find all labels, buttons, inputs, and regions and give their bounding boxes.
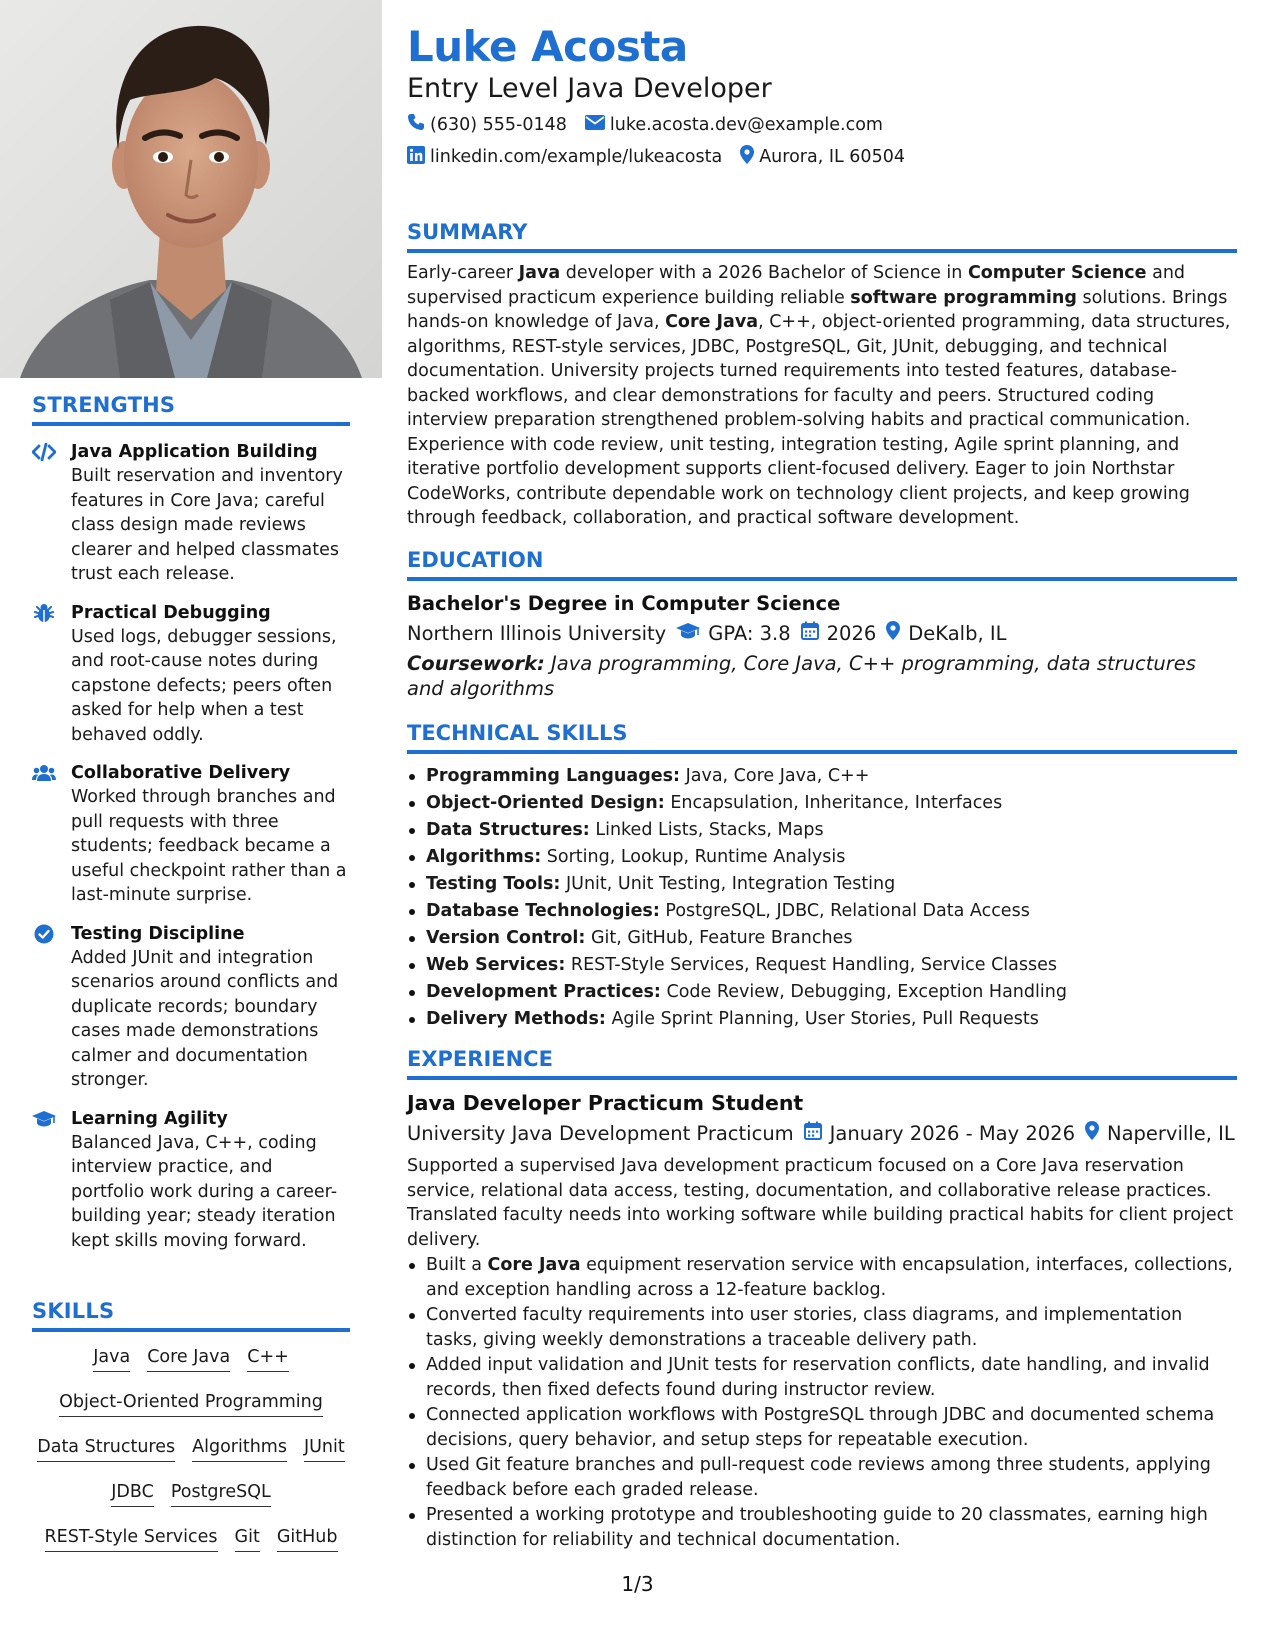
profile-photo — [0, 0, 382, 378]
strength-description: Worked through branches and pull requests with three students; feedback became a useful checkpoint rather than a last-minute surprise. — [71, 787, 347, 905]
summary-keyword: Computer Science — [967, 263, 1147, 283]
summary-section — [407, 220, 1237, 531]
skills-row — [32, 1391, 350, 1436]
tech-skill-label: Database Technologies: — [426, 901, 660, 921]
linkedin-contact[interactable] — [407, 146, 722, 169]
technical-skills-title: TECHNICAL SKILLS — [407, 721, 628, 745]
job-bullet — [407, 1403, 1237, 1452]
tech-skill-label: Delivery Methods: — [426, 1009, 606, 1029]
graduation-year: 2026 — [826, 621, 877, 645]
tech-skill-value: Linked Lists, Stacks, Maps — [589, 820, 824, 840]
tech-skill-item — [407, 790, 1237, 817]
education-title: EDUCATION — [407, 548, 544, 572]
tech-skill-value: Sorting, Lookup, Runtime Analysis — [541, 847, 846, 867]
skills-row — [32, 1526, 350, 1571]
strength-description: Built reservation and inventory features in Core Java; careful class design made reviews clearer and helped classmates trust each release. — [71, 466, 343, 584]
experience-rule — [407, 1076, 1237, 1080]
strength-item — [32, 601, 350, 748]
skills-list — [32, 1346, 350, 1571]
strengths-title: STRENGTHS — [32, 393, 176, 417]
job-organization: University Java Development Practicum — [407, 1121, 794, 1145]
bullet-fragment: equipment reservation service with encapsulation, interfaces, collections, and exception handling across a 12-feature backlog. — [426, 1255, 1233, 1300]
skill-chip: Core Java — [147, 1346, 230, 1372]
map-pin-icon — [886, 621, 900, 645]
linkedin-icon — [407, 146, 425, 169]
job-bullet — [407, 1353, 1237, 1402]
summary-text — [407, 261, 1237, 531]
phone-contact[interactable] — [407, 113, 567, 136]
strength-item — [32, 761, 350, 908]
technical-skills-list — [407, 763, 1237, 1033]
tech-skill-value: Java, Core Java, C++ — [680, 766, 870, 786]
skill-chip: GitHub — [277, 1526, 338, 1552]
job-bullets — [407, 1253, 1237, 1552]
summary-keyword: software programming — [850, 287, 1077, 308]
map-pin-icon — [1085, 1121, 1099, 1145]
skills-section — [32, 1299, 350, 1571]
tech-skill-item — [407, 952, 1237, 979]
summary-keyword: Core Java — [665, 312, 759, 332]
job-dates-item — [804, 1121, 1075, 1145]
summary-title: SUMMARY — [407, 220, 528, 244]
page-number: 1/3 — [621, 1572, 654, 1596]
tech-skill-item — [407, 925, 1237, 952]
job-title: Java Developer Practicum Student — [407, 1091, 804, 1115]
strength-item — [32, 922, 350, 1093]
gpa-text: GPA: 3.8 — [708, 621, 791, 645]
job-bullet — [407, 1453, 1237, 1502]
coursework — [407, 652, 1237, 701]
tech-skill-value: REST-Style Services, Request Handling, Service Classes — [565, 955, 1058, 975]
skills-title: SKILLS — [32, 1299, 115, 1323]
strengths-section — [32, 393, 350, 1253]
summary-fragment: Early-career — [407, 263, 519, 283]
skill-chip: Algorithms — [192, 1436, 287, 1462]
calendar-icon — [801, 621, 819, 645]
tech-skill-item — [407, 871, 1237, 898]
envelope-icon — [585, 115, 605, 135]
skill-chip: Data Structures — [37, 1436, 175, 1462]
email-contact[interactable] — [585, 115, 883, 135]
tech-skill-label: Testing Tools: — [426, 874, 561, 894]
summary-fragment: , C++, object-oriented programming, data structures, algorithms, REST-style services, JDBC, PostgreSQL, Git, JUnit, debugging, and technical documentation. University projects turned requirements into tested features, database-backed workflows, and clear demonstrations for faculty and peers. Structured coding interview preparation strengthened problem-solving habits and practical communication. Experience with code review, unit testing, integration testing, Agile sprint planning, and iterative portfolio development supports client-focused delivery. Eager to join Northstar CodeWorks, contribute dependable work on technology client projects, and keep growing through feedback, collaboration, and practical software development. — [407, 312, 1231, 528]
phone-text: (630) 555-0148 — [430, 114, 567, 135]
education-section — [407, 548, 1237, 701]
year-item — [801, 621, 877, 645]
skill-chip: JUnit — [304, 1436, 345, 1462]
tech-skill-item — [407, 979, 1237, 1006]
calendar-icon — [804, 1121, 822, 1145]
bullet-fragment: Presented a working prototype and troubleshooting guide to 20 classmates, earning high distinction for reliability and technical documentation. — [426, 1505, 1208, 1550]
tech-skill-label: Algorithms: — [426, 847, 542, 867]
tech-skill-label: Version Control: — [426, 928, 586, 948]
job-bullet — [407, 1503, 1237, 1552]
tech-skill-item — [407, 844, 1237, 871]
job-bullet — [407, 1303, 1237, 1352]
phone-icon — [407, 113, 425, 136]
job-bullet — [407, 1253, 1237, 1302]
tech-skill-value: PostgreSQL, JDBC, Relational Data Access — [659, 901, 1030, 921]
bullet-fragment: Converted faculty requirements into user stories, class diagrams, and implementation tasks, giving weekly demonstrations a traceable delivery path. — [426, 1305, 1183, 1350]
bullet-fragment: Built a — [426, 1255, 488, 1275]
job-location: Naperville, IL — [1107, 1121, 1235, 1145]
strength-description: Balanced Java, C++, coding interview practice, and portfolio work during a career-building year; steady iteration kept skills moving forward. — [71, 1132, 338, 1251]
tech-skill-label: Object-Oriented Design: — [426, 793, 665, 813]
candidate-role: Entry Level Java Developer — [407, 73, 772, 104]
bullet-fragment: Used Git feature branches and pull-request code reviews among three students, applying feedback before each graded release. — [426, 1455, 1211, 1500]
skill-chip: Object-Oriented Programming — [59, 1391, 323, 1417]
skills-rule — [32, 1328, 350, 1332]
email-text: luke.acosta.dev@example.com — [609, 114, 883, 135]
location-contact — [740, 145, 905, 169]
tech-skill-item — [407, 898, 1237, 925]
tech-skill-label: Programming Languages: — [426, 766, 681, 786]
summary-fragment: and supervised practicum experience building reliable — [407, 263, 1186, 308]
tech-skill-value: Code Review, Debugging, Exception Handling — [660, 982, 1067, 1002]
code-icon — [32, 442, 56, 462]
job-intro: Supported a supervised Java development practicum focused on a Core Java reservation service, relational data access, testing, documentation, and collaborative release practices. Translated faculty needs into working software while building practical habits for client project delivery. — [407, 1156, 1234, 1250]
technical-skills-section — [407, 721, 1237, 1033]
strength-description: Used logs, debugger sessions, and root-cause notes during capstone defects; peers often asked for help when a test behaved oddly. — [71, 626, 337, 745]
strengths-rule — [32, 422, 350, 426]
strength-title: Java Application Building — [71, 442, 318, 462]
tech-skill-label: Data Structures: — [426, 820, 590, 840]
school-name: Northern Illinois University — [407, 621, 667, 645]
job-location-item — [1085, 1121, 1235, 1145]
tech-skill-value: JUnit, Unit Testing, Integration Testing — [560, 874, 896, 894]
skills-row — [32, 1346, 350, 1391]
strength-title: Testing Discipline — [71, 923, 245, 944]
strength-item — [32, 1107, 350, 1254]
experience-title: EXPERIENCE — [407, 1047, 553, 1071]
education-meta — [407, 621, 1237, 645]
tech-skill-value: Encapsulation, Inheritance, Interfaces — [664, 793, 1003, 813]
job-dates: January 2026 - May 2026 — [829, 1121, 1075, 1145]
map-pin-icon — [740, 145, 754, 169]
edu-location: DeKalb, IL — [908, 621, 1007, 645]
job-meta — [407, 1121, 1237, 1145]
coursework-text: Java programming, Core Java, C++ programming, data structures and algorithms — [407, 652, 1196, 700]
experience-section — [407, 1047, 1237, 1553]
summary-fragment: solutions. Brings hands-on knowledge of Java, — [407, 287, 1228, 332]
degree-title: Bachelor's Degree in Computer Science — [407, 592, 841, 615]
linkedin-text: linkedin.com/example/lukeacosta — [430, 147, 723, 167]
skill-chip: C++ — [247, 1346, 289, 1372]
tech-skill-item — [407, 1006, 1237, 1033]
strength-description: Added JUnit and integration scenarios around conflicts and duplicate records; boundary cases made demonstrations calmer and documentation stronger. — [71, 947, 339, 1090]
users-icon — [32, 763, 56, 783]
tech-skill-value: Git, GitHub, Feature Branches — [585, 928, 853, 948]
strength-item — [32, 440, 350, 587]
skill-chip: JDBC — [111, 1481, 154, 1507]
bullet-fragment: Connected application workflows with PostgreSQL through JDBC and documented schema decisions, query behavior, and setup steps for repeatable execution. — [426, 1405, 1215, 1450]
bullet-keyword: Core Java — [487, 1255, 581, 1275]
graduation-cap-icon — [32, 1109, 56, 1129]
gpa-item — [676, 622, 790, 645]
strength-title: Practical Debugging — [71, 602, 271, 623]
check-circle-icon — [32, 924, 56, 944]
left-column — [0, 0, 382, 1650]
tech-skill-item — [407, 763, 1237, 790]
strength-title: Learning Agility — [71, 1108, 228, 1129]
summary-keyword: Java — [518, 263, 561, 283]
skill-chip: Java — [93, 1346, 130, 1372]
tech-skill-item — [407, 817, 1237, 844]
skill-chip: REST-Style Services — [45, 1526, 218, 1552]
coursework-label: Coursework: — [407, 652, 545, 675]
strength-title: Collaborative Delivery — [71, 763, 291, 783]
graduation-cap-icon — [676, 622, 700, 645]
bug-icon — [32, 603, 56, 623]
edu-location-item — [886, 621, 1006, 645]
candidate-name: Luke Acosta — [407, 22, 688, 71]
tech-skill-value: Agile Sprint Planning, User Stories, Pull Requests — [605, 1009, 1039, 1029]
contact-row — [407, 113, 883, 136]
tech-skill-label: Web Services: — [426, 955, 566, 975]
tech-skill-label: Development Practices: — [426, 982, 661, 1002]
skills-row — [32, 1436, 350, 1481]
education-rule — [407, 577, 1237, 581]
location-text: Aurora, IL 60504 — [759, 147, 905, 167]
summary-fragment: developer with a 2026 Bachelor of Science in — [560, 263, 968, 283]
contact-row — [407, 145, 905, 169]
skills-row — [32, 1481, 350, 1526]
summary-rule — [407, 249, 1237, 253]
skill-chip: Git — [235, 1526, 260, 1552]
skill-chip: PostgreSQL — [171, 1481, 271, 1507]
bullet-fragment: Added input validation and JUnit tests for reservation conflicts, date handling, and invalid records, then fixed defects found during instructor review. — [426, 1355, 1210, 1400]
technical-skills-rule — [407, 750, 1237, 754]
